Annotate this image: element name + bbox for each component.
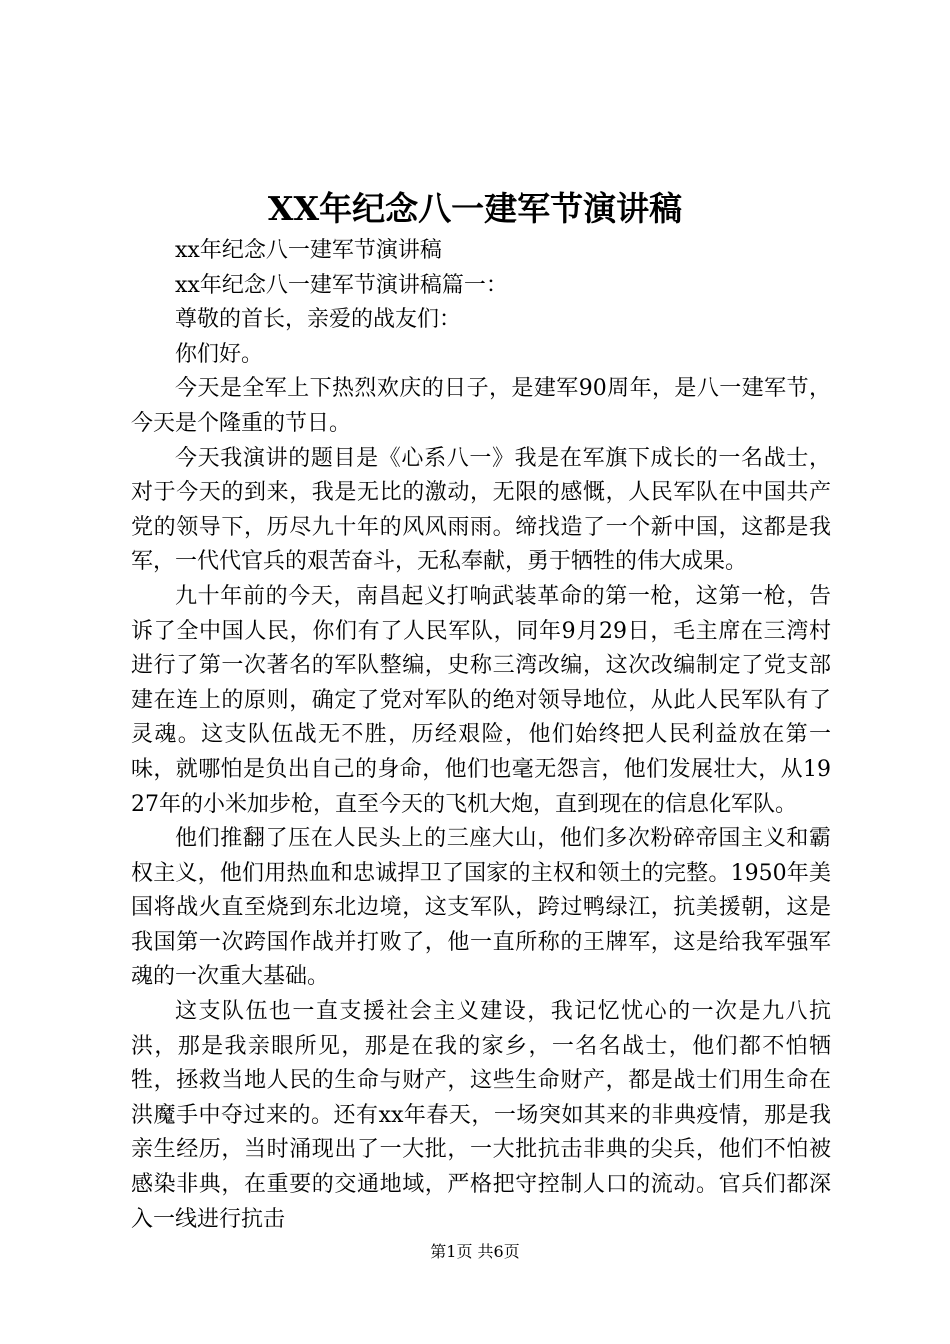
- document-body: [131, 234, 831, 1237]
- paragraph: xx年纪念八一建军节演讲稿篇一：: [175, 272, 508, 298]
- page-footer: 第1页 共6页: [430, 1242, 520, 1261]
- paragraph: xx年纪念八一建军节演讲稿: [175, 238, 442, 263]
- paragraph: 尊敬的首长，亲爱的战友们：: [175, 307, 462, 333]
- paragraph: 这支队伍也一直支援社会主义建设，我记忆忧心的一次是九八抗洪，那是我亲眼所见，那是在我的家乡，一名名战士，他们都不怕牺牲，拯救当地人民的生命与财产，这些生命财产，都是战士们用生命在洪魔手中夺过来的。还有xx年春天，一场突如其来的非典疫情，那是我亲生经历，当时涌现出了一大批，一大批抗击非典的尖兵，他们不怕被感染非典，在重要的交通地域，严格把守控制人口的流动。官兵们都深入一线进行抗击: [131, 999, 831, 1232]
- document-title: XX年纪念八一建军节演讲稿: [267, 189, 683, 228]
- paragraph: 九十年前的今天，南昌起义打响武装革命的第一枪，这第一枪，告诉了全中国人民，你们有了人民军队，同年9月29日，毛主席在三湾村进行了第一次著名的军队整编，史称三湾改编，这次改编制定了党支部建在连上的原则，确定了党对军队的绝对领导地位，从此人民军队有了灵魂。这支队伍战无不胜，历经艰险，他们始终把人民利益放在第一味，就哪怕是负出自己的身命，他们也毫无怨言，他们发展壮大，从1927年的小米加步枪，直至今天的飞机大炮，直到现在的信息化军队。: [131, 583, 831, 817]
- paragraph: 今天是全军上下热烈欢庆的日子，是建军90周年，是八一建军节，今天是个隆重的节日。: [131, 376, 831, 436]
- paragraph: 你们好。: [175, 341, 264, 367]
- paragraph: 今天我演讲的题目是《心系八一》我是在军旗下成长的一名战士，对于今天的到来，我是无比的激动，无限的感慨，人民军队在中国共产党的领导下，历尽九十年的风风雨雨。缔找造了一个新中国，这都是我军，一代代官兵的艰苦奋斗，无私奉献，勇于牺牲的伟大成果。: [131, 445, 831, 575]
- paragraph: 他们推翻了压在人民头上的三座大山，他们多次粉碎帝国主义和霸权主义，他们用热血和忠诚捍卫了国家的主权和领土的完整。1950年美国将战火直至烧到东北边境，这支军队，跨过鸭绿江，抗美援朝，这是我国第一次跨国作战并打败了，他一直所称的王牌军，这是给我军强军魂的一次重大基础。: [131, 826, 831, 990]
